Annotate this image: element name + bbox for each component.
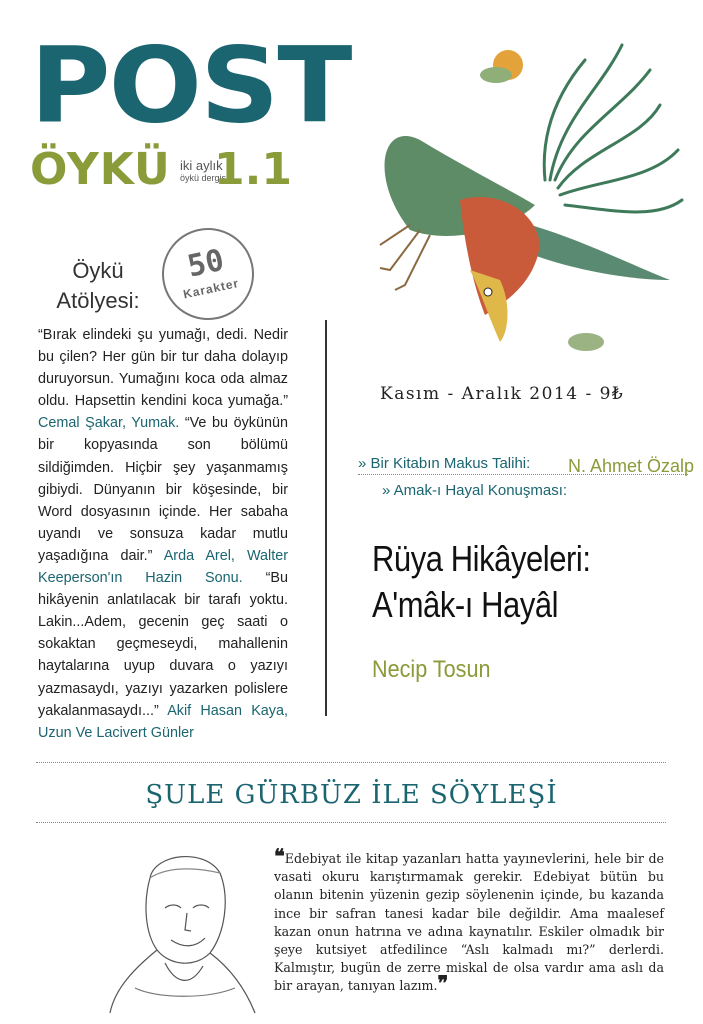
toc-item-1-author: N. Ahmet Özalp	[568, 456, 695, 476]
brand-title: POST	[30, 24, 351, 147]
toc-item-1[interactable]: » Bir Kitabın Makus Talihi:	[358, 455, 531, 472]
workshop-heading	[38, 256, 158, 316]
stamp-text: Karakter	[181, 275, 241, 302]
section-divider-top	[36, 762, 666, 763]
open-quote-icon: ❝	[274, 844, 285, 868]
quotes-column	[38, 324, 288, 744]
workshop-title-line1: Öykü	[72, 258, 124, 283]
toc-item-2[interactable]: » Amak-ı Hayal Konuşması:	[382, 482, 568, 499]
quote-source: Akif Hasan Kaya, Uzun Ve Lacivert Günler	[38, 702, 288, 741]
phoenix-illustration	[360, 30, 690, 365]
feature-author: Necip Tosun	[372, 656, 491, 683]
cloud-icon	[568, 333, 604, 351]
masthead-subtitle-row	[30, 146, 292, 196]
quote-text: “Ve bu öykünün bir kopyasında son bölümü sildiğimden. Hiçbir şey yaşanmamış gibiydi. Dünyanın bir köşesinde, bir Word dosyasının içinde. Her sabaha uyandı ve sonsuza kadar mutlu yaşadığına dair.”	[38, 415, 288, 564]
feature-title-line2: A'mâk-ı Hayâl	[372, 584, 559, 625]
stamp-badge	[153, 219, 262, 328]
quote-source: Cemal Şakar, Yumak.	[38, 415, 180, 432]
cloud-icon	[480, 67, 512, 83]
tagline-main: iki aylık	[180, 158, 223, 173]
column-divider	[325, 320, 327, 716]
masthead-logo	[30, 24, 351, 147]
workshop-title-line2: Atölyesi:	[56, 288, 140, 313]
section-divider-bottom	[36, 822, 666, 823]
tagline-sub: öykü dergisi	[180, 173, 229, 183]
quote-text: “Bırak elindeki şu yumağı, dedi. Nedir bu çilen? Her gün bir tur daha dolayıp duruyorsun. Yumağını koca oda almaz oldu. Hapsettin kendini koca yumağa.”	[38, 327, 288, 410]
feature-title-line1: Rüya Hikâyeleri:	[372, 538, 591, 579]
interview-excerpt	[274, 844, 664, 996]
quote-text: “Bu hikâyenin anlatılacak bir tarafı yoktu. Lakin...Adem, gecenin geç saati o sokaktan geçmeseydi, mahallenin haytalarına uyup duvara o yazıyı yazmasaydı, yazıyı yazarken polislere yakalanmasaydı...”	[38, 570, 288, 719]
portrait-illustration	[95, 838, 265, 1018]
close-quote-icon: ❞	[437, 971, 449, 996]
toc-divider	[358, 474, 688, 475]
brand-subtitle: ÖYKÜ	[30, 144, 171, 195]
interview-title: ŞULE GÜRBÜZ İLE SÖYLEŞİ	[145, 780, 558, 810]
stamp-number: 50	[184, 242, 228, 285]
interview-text: Edebiyat ile kitap yazanları hatta yayınevlerini, hele bir de vasati okuru karıştırmamak gerekir. Edebiyat bütün bu olanın bitenin yüzenin gezip söylenenin içinde, bu kazanda ince bir safran tanesi kadar bile değildir. Ama maalesef kazan onun hatrına ve adına kaynatılır. Eskiler olmadık bir şeye kutsiyet atfedilince “Aslı kalmadı mı?” derlerdi. Kalmıştır, bugün de zerre miskal de olsa vardır ama aslı da bir arayan, tanıyan lazım.	[274, 851, 664, 994]
quote-source: Arda Arel, Walter Keeperson'ın Hazin Sonu.	[38, 547, 288, 587]
issue-date: Kasım - Aralık 2014 - 9₺	[380, 384, 625, 404]
issue-number: 1.1	[214, 144, 292, 195]
feature-title	[372, 536, 647, 628]
